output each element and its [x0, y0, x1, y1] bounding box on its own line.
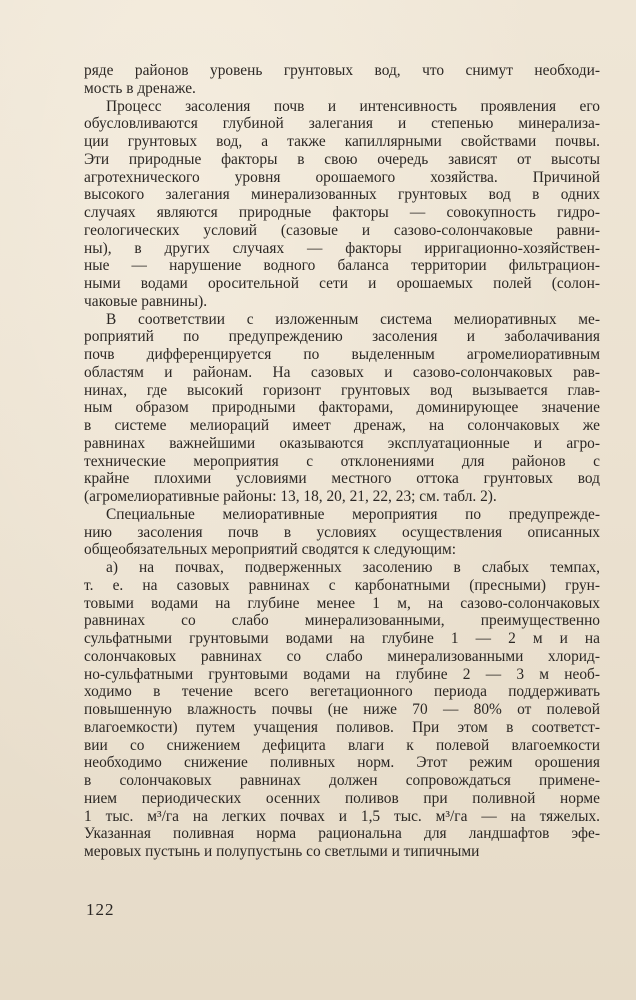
- text-line: почв дифференцируется по выделенным агромелиоративным: [84, 346, 600, 363]
- text-line: ходимо в течение всего вегетационного периода поддерживать: [84, 683, 600, 701]
- paragraph: [84, 62, 600, 98]
- text-line: Указанная поливная норма рациональна для ландшафтов эфе-: [84, 825, 600, 843]
- text-line: (агромелиоративные районы: 13, 18, 20, 21, 22, 23; см. табл. 2).: [84, 488, 497, 505]
- text-line: вии со снижением дефицита влаги к полевой влагоемкости: [84, 736, 600, 754]
- text-line: крайне плохими условиями местного оттока грунтовых вод: [84, 470, 600, 488]
- paragraph: [84, 98, 600, 311]
- text-line: ные — нарушение водного баланса территории фильтрацион-: [84, 257, 600, 275]
- text-line: но-сульфатными грунтовыми водами на глубине 2 — 3 м необ-: [84, 665, 600, 683]
- text-line: обусловливаются глубиной залегания и степенью минерализа-: [84, 115, 600, 133]
- text-line: роприятий по предупреждению засоления и заболачивания: [84, 328, 600, 346]
- text-line: равнинах со слабо минерализованными, преимущественно: [84, 612, 600, 630]
- text-line: 1 тыс. м³/га на легких почвах и 1,5 тыс. м³/га — на тяжелых.: [84, 807, 600, 825]
- text-line: В соответствии с изложенным система мелиоративных ме-: [106, 310, 600, 328]
- text-line: ции грунтовых вод, а также капиллярными свойствами почвы.: [84, 133, 600, 150]
- paragraph: [84, 506, 600, 559]
- text-line: влагоемкости) путем учащения поливов. При этом в соответст-: [84, 718, 600, 736]
- text-line: высокого залегания минерализованных грунтовых вод в одних: [84, 186, 600, 204]
- text-line: общеобязательных мероприятий сводятся к следующим:: [84, 541, 456, 559]
- text-line: сульфатными грунтовыми водами на глубине 1 — 2 м и на: [84, 630, 600, 647]
- text-line: ны), в других случаях — факторы ирригационно-хозяйствен-: [84, 239, 600, 257]
- text-line: Процесс засоления почв и интенсивность проявления его: [106, 97, 600, 115]
- text-line: в системе мелиораций имеет дренаж, на солончаковых же: [84, 417, 600, 434]
- page-number: 122: [86, 900, 115, 919]
- text-line: равнинах важнейшими оказываются эксплуатационные и агро-: [84, 434, 600, 452]
- paragraph: [84, 311, 600, 506]
- text-line: товыми водами на глубине менее 1 м, на сазово-солончаковых: [84, 594, 600, 612]
- text-line: областям и районам. На сазовых и сазово-солончаковых рав-: [84, 363, 600, 381]
- text-line: нию засоления почв в условиях осуществления описанных: [84, 523, 600, 541]
- text-line: т. е. на сазовых равнинах с карбонатными (пресными) грун-: [84, 576, 600, 594]
- text-line: геологических условий (сазовые и сазово-солончаковые равни-: [84, 221, 600, 239]
- text-line: ным образом природными факторами, доминирующее значение: [84, 399, 600, 417]
- text-line: в солончаковых равнинах должен сопровождаться примене-: [84, 772, 600, 789]
- text-line: меровых пустынь и полупустынь со светлыми и типичными: [84, 843, 480, 860]
- text-line: а) на почвах, подверженных засолению в слабых темпах,: [106, 559, 600, 576]
- text-line: мость в дренаже.: [84, 79, 196, 97]
- text-line: Эти природные факторы в свою очередь зависят от высоты: [84, 150, 600, 168]
- text-line: случаях являются природные факторы — совокупность гидро-: [84, 204, 600, 221]
- text-line: повышенную влажность почвы (не ниже 70 — 80% от полевой: [84, 701, 600, 718]
- text-line: нием периодических осенних поливов при поливной норме: [84, 789, 600, 807]
- paragraph: [84, 559, 600, 861]
- text-line: технические мероприятия с отклонениями для районов с: [84, 452, 600, 470]
- body-text: [84, 62, 600, 861]
- text-line: нинах, где высокий горизонт грунтовых вод вызывается глав-: [84, 381, 600, 399]
- text-line: чаковые равнины).: [84, 292, 208, 310]
- text-line: агротехнического уровня орошаемого хозяйства. Причиной: [84, 168, 600, 186]
- text-line: ными водами оросительной сети и орошаемых полей (солон-: [84, 275, 600, 292]
- text-line: необходимо снижение поливных норм. Этот режим орошения: [84, 754, 600, 772]
- text-line: Специальные мелиоративные мероприятия по предупрежде-: [106, 505, 600, 523]
- text-line: ряде районов уровень грунтовых вод, что снимут необходи-: [84, 62, 600, 79]
- text-line: солончаковых равнинах со слабо минерализованными хлорид-: [84, 647, 600, 665]
